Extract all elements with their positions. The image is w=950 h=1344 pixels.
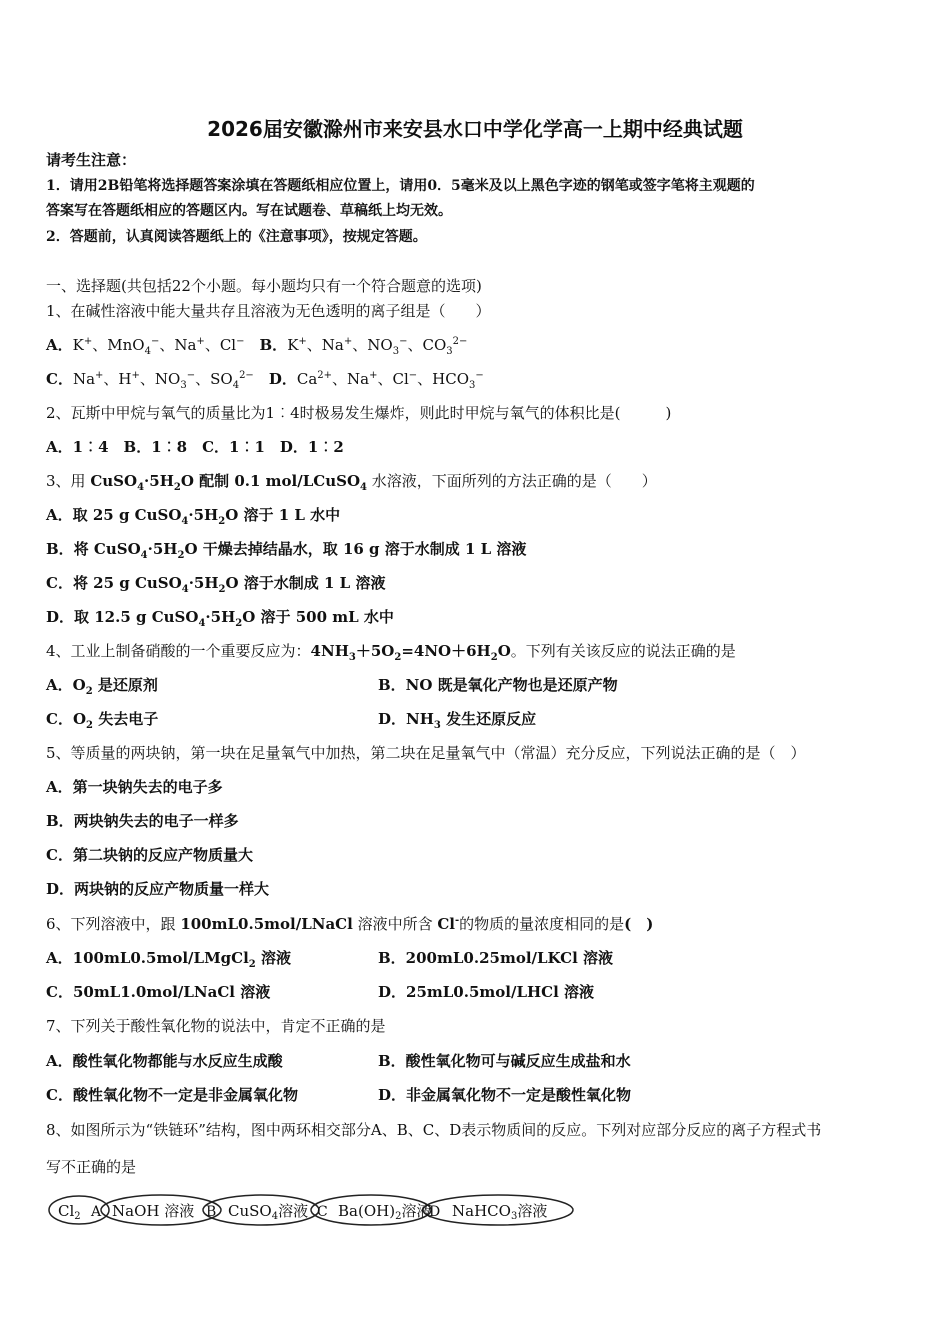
notice-line-1b: 答案写在答题纸相应的答题区内。写在试题卷、草稿纸上均无效。 <box>46 203 452 219</box>
q8-stem: 8、如图所示为“铁链环”结构，图中两环相交部分A、B、C、D表示物质间的反应。下列对应部分反应的离子方程式书 <box>46 1121 822 1139</box>
label-cl2: $Cl_2$ <box>58 1202 81 1222</box>
q4-option-d: D．$NH_3$ 发生还原反应 <box>378 710 537 731</box>
label-baoh2: $Ba(OH)_2$溶液 <box>338 1202 432 1222</box>
q3-option-b: B．将 $CuSO_4\cdot 5H_2O$ 干燥去掉结晶水，取 16 g 溶于水制成 1 L 溶液 <box>46 540 527 561</box>
page-title: 2026届安徽滁州市来安县水口中学化学高一上期中经典试题 <box>207 117 743 141</box>
q6-option-c: C．50mL1.0mol/LNaCl 溶液 <box>46 983 271 1001</box>
q3-stem: 3、用 $CuSO_4\cdot 5H_2O$ 配制 0.1 mol/LCuSO$_4$ 水溶液，下面所列的方法正确的是（ ） <box>46 472 657 493</box>
q6-stem: 6、下列溶液中，跟 100mL0.5mol/LNaCl 溶液中所含 Cl-的物质的量浓度相同的是( ) <box>46 915 654 933</box>
notice-line-1: 1．请用2B铅笔将选择题答案涂填在答题纸相应位置上，请用0．5毫米及以上黑色字迹的钢笔或签字笔将主观题的 <box>46 178 755 194</box>
label-d: D <box>429 1204 441 1220</box>
q5-stem: 5、等质量的两块钠，第一块在足量氧气中加热，第二块在足量氧气中（常温）充分反应，下列说法正确的是（ ） <box>46 744 806 762</box>
notice-heading: 请考生注意： <box>46 151 137 169</box>
q7-option-a: A．酸性氧化物都能与水反应生成酸 <box>46 1052 283 1070</box>
q3-option-d: D．取 12.5 g $CuSO_4\cdot 5H_2O$ 溶于 500 mL 水中 <box>46 608 394 629</box>
q2-stem: 2、瓦斯中甲烷与氧气的质量比为1︰4时极易发生爆炸，则此时甲烷与氧气的体积比是( ) <box>46 404 672 422</box>
q5-option-b: B．两块钠失去的电子一样多 <box>46 812 239 830</box>
q4-option-a: A．$O_2$ 是还原剂 <box>46 676 158 697</box>
q6-option-b: B．200mL0.25mol/LKCl 溶液 <box>378 949 614 967</box>
q8-stem-2: 写不正确的是 <box>46 1158 137 1176</box>
q6-option-d: D．25mL0.5mol/LHCl 溶液 <box>378 983 595 1001</box>
q5-option-a: A．第一块钠失去的电子多 <box>46 778 223 796</box>
q1-stem: 1、在碱性溶液中能大量共存且溶液为无色透明的离子组是（ ） <box>46 302 491 320</box>
q4-option-c: C．$O_2$ 失去电子 <box>46 710 159 731</box>
q7-option-d: D．非金属氧化物不一定是酸性氧化物 <box>378 1086 632 1104</box>
q5-option-d: D．两块钠的反应产物质量一样大 <box>46 880 270 898</box>
iron-chain-diagram <box>46 1190 586 1230</box>
label-cuso4: CuSO$_4$溶液 <box>228 1202 309 1222</box>
q1-options-cd: C．Na+、H+、$NO_3^-$、$SO_4^{2-}$ D．$Ca^{2+}$、Na+、Cl−、$HCO_3^-$ <box>46 370 484 391</box>
q3-option-c: C．将 25 g $CuSO_4\cdot 5H_2O$ 溶于水制成 1 L 溶液 <box>46 574 386 595</box>
notice-line-2: 2．答题前，认真阅读答题纸上的《注意事项》，按规定答题。 <box>46 229 427 245</box>
q4-stem: 4、工业上制备硝酸的一个重要反应为：$4NH_3+5O_2=4NO+6H_2O$。下列有关该反应的说法正确的是 <box>46 642 736 663</box>
q7-stem: 7、下列关于酸性氧化物的说法中，肯定不正确的是 <box>46 1017 386 1035</box>
q1-options-ab: A．K+、MnO$_4$−、Na+、Cl− B．K+、Na+、$NO_3^-$、$CO_3^{2-}$ <box>46 336 468 357</box>
label-b: B <box>206 1204 217 1220</box>
q3-stem-b: 配制 0.1 mol/L <box>193 472 314 490</box>
q2-options: A．1︰4 B．1︰8 C．1︰1 D．1︰2 <box>46 438 344 456</box>
label-nahco3: NaHCO$_3$溶液 <box>452 1202 548 1222</box>
q7-option-b: B．酸性氧化物可与碱反应生成盐和水 <box>378 1052 631 1070</box>
q6-option-a: A．100mL0.5mol/LMgCl$_2$ 溶液 <box>46 949 291 970</box>
q5-option-c: C．第二块钠的反应产物质量大 <box>46 846 253 864</box>
q3-option-a: A．取 25 g $CuSO_4\cdot 5H_2O$ 溶于 1 L 水中 <box>46 506 341 527</box>
q3-stem-a: 3、用 <box>46 472 91 490</box>
q7-option-c: C．酸性氧化物不一定是非金属氧化物 <box>46 1086 298 1104</box>
q3-stem-c: 水溶液，下面所列的方法正确的是（ ） <box>367 472 657 490</box>
section-heading: 一、选择题(共包括22个小题。每小题均只有一个符合题意的选项) <box>46 277 482 295</box>
label-a: A <box>91 1204 102 1220</box>
label-c: C <box>317 1204 328 1220</box>
q4-option-b: B．NO 既是氧化产物也是还原产物 <box>378 676 618 694</box>
label-naoh: NaOH 溶液 <box>112 1202 195 1220</box>
